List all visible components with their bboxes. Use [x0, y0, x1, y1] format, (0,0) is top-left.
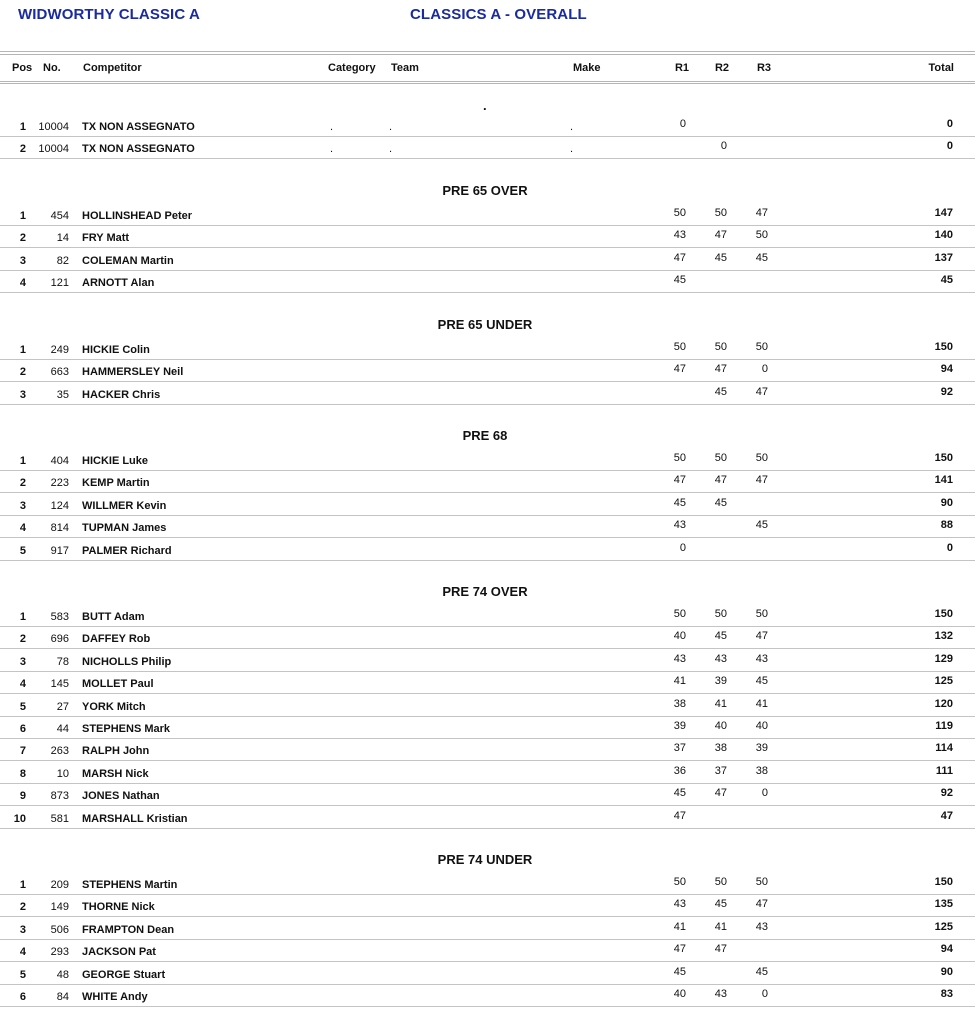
cell-total: 137 — [934, 251, 953, 264]
cell-competitor: HAMMERSLEY Neil — [82, 366, 184, 379]
cell-r1: 50 — [673, 207, 686, 219]
cell-r3: 50 — [755, 876, 768, 888]
cell-total: 83 — [940, 988, 953, 1000]
table-row — [0, 538, 975, 561]
cell-total: 141 — [934, 474, 953, 487]
cell-pos: 3 — [19, 655, 26, 668]
cell-r2: 45 — [714, 385, 727, 398]
cell-pos: 1 — [19, 210, 26, 222]
cell-r1: 47 — [673, 251, 686, 264]
cell-r1: 50 — [673, 452, 686, 464]
cell-r3: 50 — [755, 341, 768, 353]
cell-r1: 0 — [679, 118, 686, 130]
cell-pos: 2 — [19, 901, 26, 914]
cell-competitor: PALMER Richard — [82, 544, 172, 557]
cell-competitor: THORNE Nick — [82, 901, 155, 914]
cell-r1: 43 — [673, 519, 686, 532]
table-row — [0, 872, 975, 895]
cell-no: 121 — [50, 277, 69, 290]
table-row — [0, 738, 975, 761]
cell-pos: 1 — [19, 455, 26, 467]
cell-pos: 4 — [19, 522, 26, 535]
cell-r1: 37 — [673, 742, 686, 755]
cell-total: 94 — [940, 363, 953, 376]
cell-total: 119 — [935, 720, 953, 732]
cell-total: 0 — [946, 118, 953, 130]
cell-competitor: ARNOTT Alan — [82, 277, 155, 290]
table-row — [0, 716, 975, 739]
cell-r2: 41 — [714, 920, 727, 933]
cell-r2: 39 — [714, 675, 727, 688]
cell-no: 145 — [50, 678, 69, 691]
cell-r3: 50 — [755, 452, 768, 464]
cell-no: 10004 — [38, 143, 69, 156]
col-r2: R2 — [714, 62, 729, 74]
cell-r3: 47 — [755, 630, 768, 643]
table-row — [0, 939, 975, 962]
cell-team: . — [389, 143, 393, 156]
cell-total: 47 — [940, 809, 953, 822]
cell-no: 82 — [56, 254, 69, 267]
cell-r1: 45 — [673, 787, 686, 800]
cell-r1: 0 — [679, 541, 686, 554]
cell-pos: 3 — [19, 499, 26, 512]
cell-r2: 47 — [714, 787, 727, 800]
cell-competitor: GEORGE Stuart — [82, 968, 166, 981]
cell-pos: 10 — [13, 812, 26, 825]
cell-no: 917 — [50, 544, 69, 557]
cell-r3: 40 — [755, 720, 768, 732]
cell-r1: 39 — [673, 720, 686, 732]
cell-competitor: BUTT Adam — [82, 611, 145, 623]
cell-total: 147 — [934, 207, 953, 219]
cell-no: 814 — [50, 522, 69, 535]
cell-total: 120 — [934, 697, 953, 710]
section-title: PRE 65 OVER — [442, 183, 528, 198]
cell-r2: 47 — [714, 229, 727, 242]
cell-total: 135 — [934, 898, 953, 911]
event-name: WIDWORTHY CLASSIC A — [18, 6, 200, 23]
cell-r3: 47 — [755, 898, 768, 911]
cell-no: 149 — [50, 901, 69, 914]
cell-no: 78 — [56, 655, 69, 668]
cell-no: 10 — [56, 767, 69, 780]
cell-pos: 2 — [19, 633, 26, 646]
cell-pos: 7 — [19, 745, 26, 758]
cell-total: 150 — [934, 608, 953, 620]
cell-no: 27 — [56, 700, 69, 713]
cell-r2: 0 — [720, 140, 727, 153]
cell-competitor: TX NON ASSEGNATO — [82, 121, 195, 133]
cell-r3: 0 — [761, 787, 768, 800]
cell-competitor: HICKIE Luke — [82, 455, 149, 467]
cell-competitor: STEPHENS Martin — [82, 879, 178, 891]
cell-no: 35 — [56, 388, 69, 401]
cell-competitor: STEPHENS Mark — [82, 723, 171, 735]
section-title: PRE 65 UNDER — [437, 317, 533, 332]
cell-r1: 50 — [673, 608, 686, 620]
cell-competitor: JONES Nathan — [82, 790, 160, 803]
cell-total: 150 — [934, 452, 953, 464]
cell-pos: 6 — [19, 991, 26, 1003]
cell-pos: 4 — [19, 678, 26, 691]
cell-r1: 40 — [673, 988, 686, 1000]
cell-competitor: RALPH John — [82, 745, 150, 758]
cell-no: 583 — [50, 611, 69, 623]
section-title: PRE 74 OVER — [442, 584, 528, 599]
table-row — [0, 761, 975, 784]
col-team: Team — [391, 62, 419, 74]
cell-r1: 47 — [673, 943, 686, 956]
cell-pos: 5 — [19, 968, 26, 981]
cell-r1: 43 — [673, 652, 686, 665]
cell-competitor: COLEMAN Martin — [82, 254, 174, 267]
col-competitor: Competitor — [83, 62, 142, 74]
cell-r3: 39 — [755, 742, 768, 755]
cell-competitor: KEMP Martin — [82, 477, 150, 490]
table-row — [0, 515, 975, 538]
cell-no: 124 — [50, 499, 69, 512]
cell-no: 44 — [56, 723, 69, 735]
cell-total: 140 — [934, 229, 953, 242]
cell-no: 84 — [56, 991, 69, 1003]
cell-no: 663 — [50, 366, 69, 379]
cell-competitor: HOLLINSHEAD Peter — [82, 210, 193, 222]
cell-competitor: MARSH Nick — [82, 767, 149, 780]
cell-no: 873 — [50, 790, 69, 803]
table-row — [0, 270, 975, 293]
cell-pos: 1 — [19, 879, 26, 891]
cell-r1: 43 — [673, 229, 686, 242]
cell-competitor: HACKER Chris — [82, 388, 161, 401]
cell-no: 14 — [56, 232, 69, 245]
cell-pos: 8 — [19, 767, 26, 780]
cell-no: 48 — [56, 968, 69, 981]
col-r1: R1 — [674, 62, 689, 74]
cell-r2: 41 — [714, 697, 727, 710]
cell-no: 223 — [50, 477, 69, 490]
cell-pos: 4 — [19, 277, 26, 290]
cell-pos: 1 — [19, 121, 26, 133]
table-row — [0, 671, 975, 694]
cell-r3: 47 — [755, 474, 768, 487]
table-row — [0, 136, 975, 159]
cell-no: 696 — [50, 633, 69, 646]
cell-pos: 1 — [19, 611, 26, 623]
cell-total: 150 — [934, 341, 953, 353]
table-row — [0, 783, 975, 806]
column-header-rule-2 — [0, 83, 975, 84]
cell-total: 90 — [940, 965, 953, 978]
header-top-rule-2 — [0, 54, 975, 55]
table-row — [0, 493, 975, 516]
cell-r3: 41 — [755, 697, 768, 710]
table-row — [0, 248, 975, 271]
cell-competitor: WHITE Andy — [82, 991, 148, 1003]
table-row — [0, 359, 975, 382]
table-row — [0, 962, 975, 985]
column-header-row — [0, 62, 975, 78]
cell-competitor: WILLMER Kevin — [82, 499, 167, 512]
table-row — [0, 694, 975, 717]
table-row — [0, 649, 975, 672]
table-row — [0, 984, 975, 1007]
table-row — [0, 203, 975, 226]
table-row — [0, 225, 975, 248]
cell-total: 129 — [934, 652, 953, 665]
cell-category: . — [330, 143, 334, 156]
table-row — [0, 806, 975, 829]
cell-category: . — [330, 121, 334, 133]
table-row — [0, 337, 975, 360]
cell-r1: 38 — [673, 697, 686, 710]
cell-pos: 6 — [19, 723, 26, 735]
cell-pos: 5 — [19, 700, 26, 713]
cell-competitor: FRAMPTON Dean — [82, 923, 175, 936]
cell-r1: 50 — [673, 341, 686, 353]
cell-pos: 2 — [19, 366, 26, 379]
cell-r1: 41 — [673, 675, 686, 688]
cell-no: 10004 — [38, 121, 69, 133]
cell-pos: 2 — [19, 143, 26, 156]
cell-r3: 0 — [761, 363, 768, 376]
cell-r2: 43 — [714, 988, 727, 1000]
cell-no: 209 — [50, 879, 69, 891]
cell-no: 293 — [50, 946, 69, 959]
cell-no: 249 — [50, 344, 69, 356]
cell-no: 506 — [50, 923, 69, 936]
cell-r1: 36 — [673, 764, 686, 777]
table-row — [0, 470, 975, 493]
cell-r2: 40 — [714, 720, 727, 732]
cell-total: 94 — [940, 943, 953, 956]
cell-r3: 45 — [755, 519, 768, 532]
cell-r1: 45 — [673, 274, 686, 287]
cell-r3: 43 — [755, 920, 768, 933]
cell-competitor: MARSHALL Kristian — [82, 812, 188, 825]
cell-r2: 50 — [714, 876, 727, 888]
cell-r2: 47 — [714, 943, 727, 956]
cell-total: 90 — [940, 496, 953, 509]
cell-total: 0 — [946, 541, 953, 554]
cell-r1: 50 — [673, 876, 686, 888]
cell-pos: 3 — [19, 254, 26, 267]
cell-total: 150 — [934, 876, 953, 888]
cell-r1: 41 — [673, 920, 686, 933]
col-pos: Pos — [12, 62, 33, 74]
cell-team: . — [389, 121, 393, 133]
cell-total: 45 — [940, 274, 953, 287]
table-row — [0, 626, 975, 649]
cell-r1: 45 — [673, 496, 686, 509]
table-row — [0, 604, 975, 627]
cell-r1: 47 — [673, 474, 686, 487]
cell-competitor: JACKSON Pat — [82, 946, 156, 959]
cell-competitor: DAFFEY Rob — [82, 633, 151, 646]
cell-pos: 4 — [19, 946, 26, 959]
cell-pos: 1 — [19, 344, 26, 356]
cell-competitor: NICHOLLS Philip — [82, 655, 172, 668]
cell-competitor: YORK Mitch — [82, 700, 146, 713]
cell-r3: 45 — [755, 965, 768, 978]
cell-no: 263 — [50, 745, 69, 758]
cell-r2: 37 — [714, 764, 727, 777]
cell-r1: 45 — [673, 965, 686, 978]
col-total: Total — [928, 62, 954, 74]
cell-r3: 43 — [755, 652, 768, 665]
cell-total: 0 — [946, 140, 953, 153]
cell-make: . — [570, 143, 574, 156]
table-row — [0, 917, 975, 940]
cell-r2: 50 — [714, 207, 727, 219]
section-title: PRE 74 UNDER — [437, 852, 533, 867]
col-r3: R3 — [756, 62, 771, 74]
table-row — [0, 114, 975, 137]
cell-total: 132 — [934, 630, 953, 643]
cell-pos: 2 — [19, 232, 26, 245]
cell-pos: 3 — [19, 388, 26, 401]
cell-competitor: TUPMAN James — [82, 522, 167, 535]
cell-r3: 47 — [755, 385, 768, 398]
table-row — [0, 448, 975, 471]
cell-total: 92 — [940, 787, 953, 800]
cell-total: 125 — [934, 920, 953, 933]
cell-competitor: HICKIE Colin — [82, 344, 150, 356]
cell-r2: 47 — [714, 363, 727, 376]
cell-r3: 45 — [755, 251, 768, 264]
cell-pos: 2 — [19, 477, 26, 490]
cell-r3: 38 — [755, 764, 768, 777]
cell-r3: 45 — [755, 675, 768, 688]
cell-pos: 5 — [19, 544, 26, 557]
cell-r3: 0 — [761, 988, 768, 1000]
section-title: . — [483, 98, 487, 113]
cell-total: 92 — [940, 385, 953, 398]
table-row — [0, 382, 975, 405]
cell-r2: 38 — [714, 742, 727, 755]
cell-pos: 3 — [19, 923, 26, 936]
cell-pos: 9 — [19, 790, 26, 803]
cell-r2: 47 — [714, 474, 727, 487]
cell-r2: 45 — [714, 630, 727, 643]
col-category: Category — [328, 62, 376, 74]
cell-r1: 47 — [673, 363, 686, 376]
cell-no: 454 — [50, 210, 69, 222]
page-title: CLASSICS A - OVERALL — [410, 6, 587, 23]
cell-r1: 47 — [673, 809, 686, 822]
cell-no: 404 — [50, 455, 69, 467]
cell-r2: 43 — [714, 652, 727, 665]
cell-total: 88 — [940, 519, 953, 532]
cell-make: . — [570, 121, 574, 133]
table-row — [0, 894, 975, 917]
cell-r3: 50 — [755, 608, 768, 620]
cell-r1: 43 — [673, 898, 686, 911]
cell-competitor: TX NON ASSEGNATO — [82, 143, 195, 156]
col-no: No. — [43, 62, 61, 74]
cell-total: 111 — [935, 764, 953, 777]
cell-r1: 40 — [673, 630, 686, 643]
cell-r2: 45 — [714, 251, 727, 264]
cell-total: 125 — [934, 675, 953, 688]
cell-competitor: FRY Matt — [82, 232, 130, 245]
cell-r2: 45 — [714, 898, 727, 911]
column-header-rule — [0, 81, 975, 82]
cell-r2: 50 — [714, 452, 727, 464]
cell-no: 581 — [50, 812, 69, 825]
cell-r2: 45 — [714, 496, 727, 509]
col-make: Make — [573, 62, 601, 74]
section-title: PRE 68 — [462, 428, 508, 443]
cell-total: 114 — [935, 742, 953, 755]
cell-r2: 50 — [714, 608, 727, 620]
cell-r3: 50 — [755, 229, 768, 242]
header-top-rule — [0, 51, 975, 52]
cell-r2: 50 — [714, 341, 727, 353]
cell-r3: 47 — [755, 207, 768, 219]
cell-competitor: MOLLET Paul — [82, 678, 154, 691]
